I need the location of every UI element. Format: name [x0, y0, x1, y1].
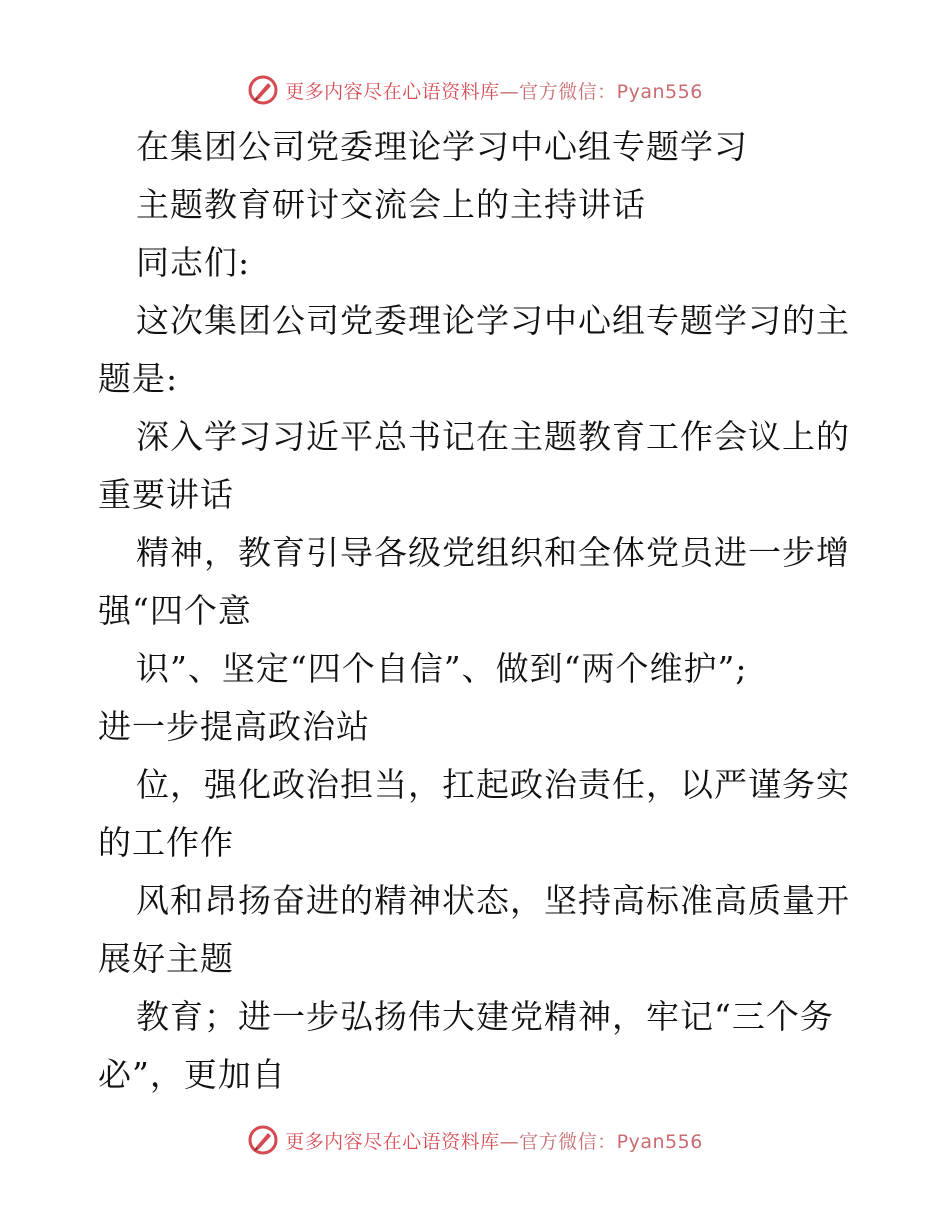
doc-line: 展好主题 — [98, 939, 234, 978]
footer-watermark — [0, 1120, 950, 1160]
doc-line: 题是: — [98, 359, 179, 398]
watermark-contact-text: —官方微信：Pyan556 — [499, 1130, 703, 1153]
document-body — [98, 118, 858, 1104]
doc-line: 同志们: — [136, 243, 251, 282]
header-watermark — [0, 70, 950, 110]
doc-line: 必”，更加自 — [98, 1055, 286, 1094]
watermark-main-text: 更多内容尽在心语资料库 — [285, 80, 500, 103]
watermark-main-text: 更多内容尽在心语资料库 — [285, 1130, 500, 1153]
doc-line: 这次集团公司党委理论学习中心组专题学习的主 — [136, 301, 850, 340]
pen-seal-logo-icon — [247, 1124, 279, 1156]
doc-line: 风和昂扬奋进的精神状态，坚持高标准高质量开 — [136, 881, 850, 920]
pen-seal-logo-icon — [247, 74, 279, 106]
doc-line: 深入学习习近平总书记在主题教育工作会议上的 — [136, 417, 850, 456]
watermark-contact-text: —官方微信：Pyan556 — [499, 80, 703, 103]
doc-line: 识”、坚定“四个自信”、做到“两个维护”; — [136, 649, 748, 688]
doc-line: 精神，教育引导各级党组织和全体党员进一步增 — [136, 533, 850, 572]
doc-line: 在集团公司党委理论学习中心组专题学习 — [136, 127, 748, 166]
doc-line: 强“四个意 — [98, 591, 252, 630]
doc-line: 重要讲话 — [98, 475, 234, 514]
doc-line: 位，强化政治担当，扛起政治责任，以严谨务实 — [136, 765, 850, 804]
doc-line: 主题教育研讨交流会上的主持讲话 — [136, 185, 646, 224]
doc-line: 教育；进一步弘扬伟大建党精神，牢记“三个务 — [136, 997, 834, 1036]
doc-line: 的工作作 — [98, 823, 234, 862]
doc-line: 进一步提高政治站 — [98, 707, 370, 746]
